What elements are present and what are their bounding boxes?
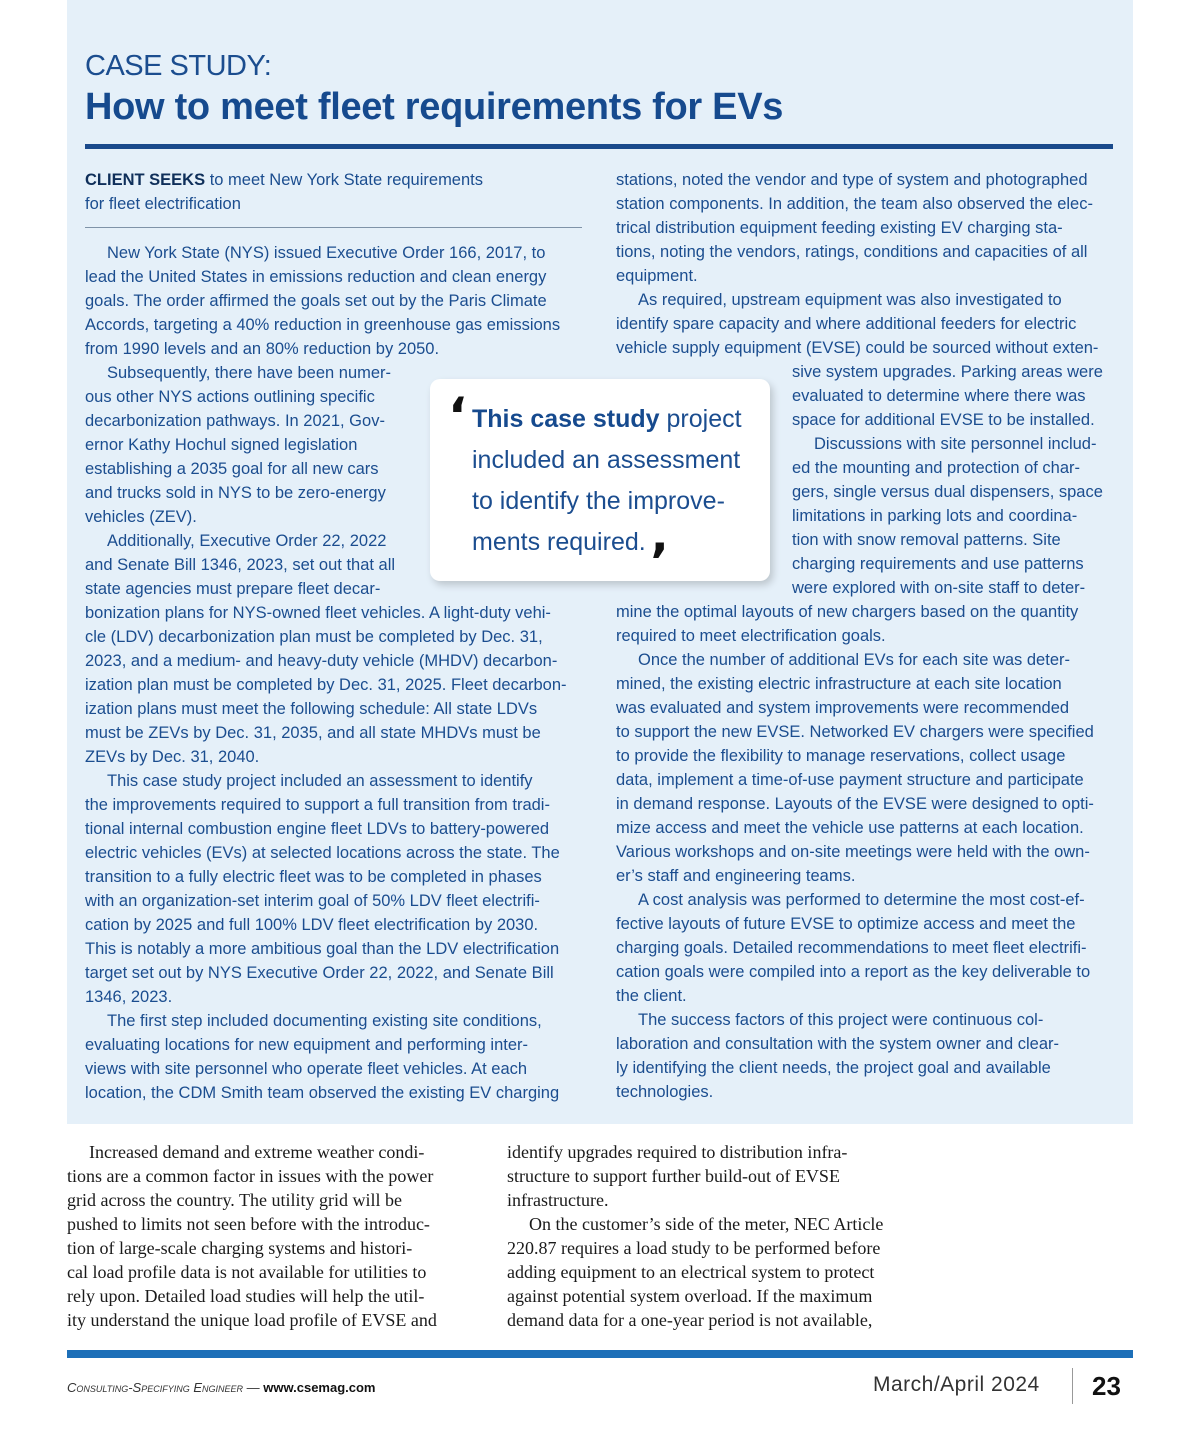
right-col-line: space for additional EVSE to be installed. xyxy=(792,411,1095,429)
case-study-kicker: CASE STUDY: xyxy=(85,50,272,82)
right-col-line: were explored with on-site staff to deter- xyxy=(792,579,1086,597)
right-col-line: tions, noting the vendors, ratings, conditions and capacities of all xyxy=(616,243,1088,261)
left-col-line: This case study project included an assessment to identify xyxy=(107,772,533,790)
right-col-line: trical distribution equipment feeding existing EV charging sta- xyxy=(616,219,1063,237)
right-col-line: tion with snow removal patterns. Site xyxy=(792,531,1061,549)
left-col-line: vehicles (ZEV). xyxy=(85,508,197,526)
bottom-left-line: cal load profile data is not available for utilities to xyxy=(67,1262,427,1282)
left-col-line: Additionally, Executive Order 22, 2022 xyxy=(107,532,387,550)
right-col-line: charging goals. Detailed recommendations to meet fleet electrifi- xyxy=(616,939,1087,957)
left-col-line: and Senate Bill 1346, 2023, set out that all xyxy=(85,556,396,574)
bottom-right-line: 220.87 requires a load study to be performed before xyxy=(507,1238,881,1258)
left-col-line: ization plans must meet the following schedule: All state LDVs xyxy=(85,700,538,718)
right-col-line: cation goals were compiled into a report as the key deliverable to xyxy=(616,963,1091,981)
left-col-line: goals. The order affirmed the goals set out by the Paris Climate xyxy=(85,292,547,310)
left-col-line: The first step included documenting existing site conditions, xyxy=(107,1012,542,1030)
footer-rule xyxy=(67,1350,1133,1358)
bottom-left-line: tion of large-scale charging systems and histori- xyxy=(67,1238,413,1258)
left-col-line: and trucks sold in NYS to be zero-energy xyxy=(85,484,386,502)
left-col-line: transition to a fully electric fleet was to be completed in phases xyxy=(85,868,542,886)
right-col-line: evaluated to determine where there was xyxy=(792,387,1086,405)
right-col-line: vehicle supply equipment (EVSE) could be sourced without exten- xyxy=(616,339,1099,357)
publication-url[interactable]: www.csemag.com xyxy=(263,1380,376,1395)
bottom-right-line: On the customer’s side of the meter, NEC Article xyxy=(529,1214,884,1234)
left-col-line: 1346, 2023. xyxy=(85,988,173,1006)
left-col-line: views with site personnel who operate fleet vehicles. At each xyxy=(85,1060,528,1078)
right-col-line: data, implement a time-of-use payment structure and participate xyxy=(616,771,1084,789)
client-seeks-label: CLIENT SEEKS xyxy=(85,171,206,189)
right-col-line: mize access and meet the vehicle use patterns at each location. xyxy=(616,819,1084,837)
left-col-line: cation by 2025 and full 100% LDV fleet electrification by 2030. xyxy=(85,916,539,934)
pull-quote-bold: This case study xyxy=(472,405,660,433)
left-col-line: the improvements required to support a full transition from tradi- xyxy=(85,796,550,814)
right-col-line: to provide the flexibility to manage reservations, collect usage xyxy=(616,747,1066,765)
left-col-line: This is notably a more ambitious goal than the LDV electrification xyxy=(85,940,560,958)
client-seeks-text-2: for fleet electrification xyxy=(85,195,241,213)
left-col-line: with an organization-set interim goal of 50% LDV fleet electrifi- xyxy=(85,892,540,910)
pull-quote-line-1-rest: project xyxy=(659,405,742,433)
publication-name: Consulting-Specifying Engineer xyxy=(67,1380,244,1395)
right-col-line: stations, noted the vendor and type of system and photographed xyxy=(616,171,1088,189)
left-col-line: location, the CDM Smith team observed the existing EV charging xyxy=(85,1084,560,1102)
right-col-line: fective layouts of future EVSE to optimize access and meet the xyxy=(616,915,1076,933)
bottom-left-line: ity understand the unique load profile of EVSE and xyxy=(67,1310,437,1330)
left-col-line: establishing a 2035 goal for all new cars xyxy=(85,460,379,478)
footer-divider xyxy=(1072,1368,1073,1404)
pull-quote-line-2: included an assessment xyxy=(472,446,741,474)
right-col-line: As required, upstream equipment was also investigated to xyxy=(638,291,1062,309)
left-col-line: ization plan must be completed by Dec. 31, 2025. Fleet decarbon- xyxy=(85,676,567,694)
case-study-title: How to meet fleet requirements for EVs xyxy=(85,86,784,128)
left-col-line: tional internal combustion engine fleet LDVs to battery-powered xyxy=(85,820,550,838)
bottom-right-line: against potential system overload. If the maximum xyxy=(507,1286,873,1306)
right-col-line: laboration and consultation with the system owner and clear- xyxy=(616,1035,1059,1053)
bottom-left-line: Increased demand and extreme weather condi- xyxy=(89,1142,425,1162)
bottom-left-line: grid across the country. The utility grid will be xyxy=(67,1190,402,1210)
right-col-line: ly identifying the client needs, the project goal and available xyxy=(616,1059,1051,1077)
client-seeks-rule xyxy=(85,227,582,228)
left-col-line: target set out by NYS Executive Order 22, 2022, and Senate Bill xyxy=(85,964,554,982)
open-quote-mark: ‘ xyxy=(448,387,467,445)
right-col-line: ed the mounting and protection of char- xyxy=(792,459,1081,477)
left-col-line: ZEVs by Dec. 31, 2040. xyxy=(85,748,260,766)
client-seeks-text-1: to meet New York State requirements xyxy=(205,171,483,189)
footer-separator: — xyxy=(243,1380,264,1395)
bottom-right-line: infrastructure. xyxy=(507,1190,609,1210)
issue-date: March/April 2024 xyxy=(873,1373,1040,1396)
bottom-left-line: pushed to limits not seen before with the introduc- xyxy=(67,1214,430,1234)
right-col-line: limitations in parking lots and coordina- xyxy=(792,507,1078,525)
right-col-line: mined, the existing electric infrastructure at each site location xyxy=(616,675,1062,693)
right-col-line: charging requirements and use patterns xyxy=(792,555,1084,573)
left-col-line: Accords, targeting a 40% reduction in greenhouse gas emissions xyxy=(85,316,561,334)
right-col-line: Once the number of additional EVs for each site was deter- xyxy=(638,651,1070,669)
right-col-line: to support the new EVSE. Networked EV chargers were specified xyxy=(616,723,1094,741)
title-rule xyxy=(85,144,1113,149)
left-col-line: must be ZEVs by Dec. 31, 2035, and all state MHDVs must be xyxy=(85,724,541,742)
pull-quote-line-1 xyxy=(472,405,742,434)
right-col-line: gers, single versus dual dispensers, space xyxy=(792,483,1103,501)
right-col-line: The success factors of this project were continuous col- xyxy=(638,1011,1044,1029)
right-col-line: mine the optimal layouts of new chargers based on the quantity xyxy=(616,603,1079,621)
left-col-line: decarbonization pathways. In 2021, Gov- xyxy=(85,412,385,430)
pull-quote-line-3: to identify the improve- xyxy=(472,487,725,515)
footer-publication xyxy=(67,1380,376,1395)
bottom-right-line: adding equipment to an electrical system to protect xyxy=(507,1262,875,1282)
right-col-line: required to meet electrification goals. xyxy=(616,627,886,645)
close-quote-mark: ’ xyxy=(650,533,669,591)
right-col-line: A cost analysis was performed to determine the most cost-ef- xyxy=(638,891,1085,909)
left-col-line: ernor Kathy Hochul signed legislation xyxy=(85,436,358,454)
left-col-line: lead the United States in emissions reduction and clean energy xyxy=(85,268,547,286)
right-col-line: er’s staff and engineering teams. xyxy=(616,867,856,885)
right-col-line: in demand response. Layouts of the EVSE were designed to opti- xyxy=(616,795,1094,813)
left-col-line: cle (LDV) decarbonization plan must be completed by Dec. 31, xyxy=(85,628,543,646)
left-col-line: Subsequently, there have been numer- xyxy=(107,364,392,382)
left-col-line: bonization plans for NYS-owned fleet vehicles. A light-duty vehi- xyxy=(85,604,551,622)
right-col-line: Discussions with site personnel includ- xyxy=(814,435,1097,453)
right-col-line: identify spare capacity and where additional feeders for electric xyxy=(616,315,1077,333)
left-col-line: New York State (NYS) issued Executive Order 166, 2017, to xyxy=(107,244,546,262)
bottom-left-line: tions are a common factor in issues with the power xyxy=(67,1166,434,1186)
client-seeks xyxy=(85,168,555,216)
right-col-line: equipment. xyxy=(616,267,698,285)
right-col-line: the client. xyxy=(616,987,687,1005)
bottom-left-line: rely upon. Detailed load studies will help the util- xyxy=(67,1286,425,1306)
left-col-line: electric vehicles (EVs) at selected locations across the state. The xyxy=(85,844,560,862)
right-col-line: sive system upgrades. Parking areas were xyxy=(792,363,1103,381)
bottom-right-line: structure to support further build-out of EVSE xyxy=(507,1166,840,1186)
left-col-line: 2023, and a medium- and heavy-duty vehicle (MHDV) decarbon- xyxy=(85,652,558,670)
left-col-line: from 1990 levels and an 80% reduction by 2050. xyxy=(85,340,440,358)
left-col-line: evaluating locations for new equipment and performing inter- xyxy=(85,1036,529,1054)
right-col-line: was evaluated and system improvements were recommended xyxy=(616,699,1070,717)
page-number: 23 xyxy=(1092,1371,1121,1401)
left-col-line: state agencies must prepare fleet decar- xyxy=(85,580,381,598)
bottom-right-line: demand data for a one-year period is not available, xyxy=(507,1310,873,1330)
pull-quote-line-4: ments required. xyxy=(472,528,646,556)
right-col-line: technologies. xyxy=(616,1083,714,1101)
right-col-line: Various workshops and on-site meetings were held with the own- xyxy=(616,843,1090,861)
right-col-line: station components. In addition, the team also observed the elec- xyxy=(616,195,1093,213)
left-col-line: ous other NYS actions outlining specific xyxy=(85,388,375,406)
bottom-right-line: identify upgrades required to distribution infra- xyxy=(507,1142,848,1162)
